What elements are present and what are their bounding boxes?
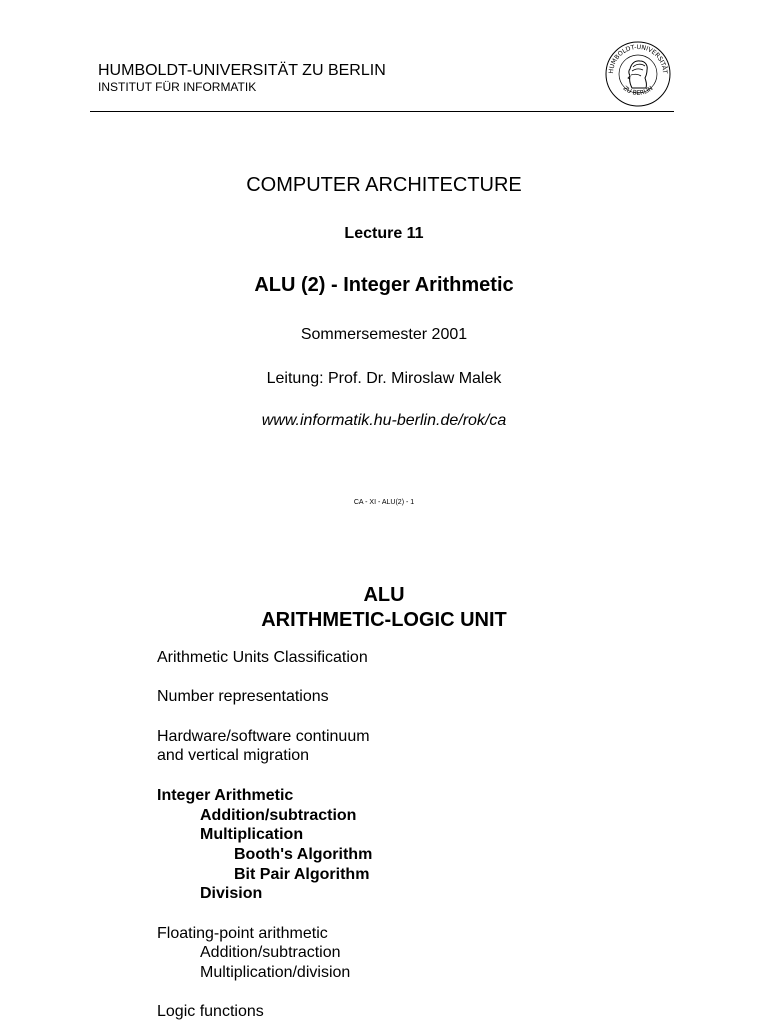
svg-text:ZU BERLIN: ZU BERLIN <box>621 84 655 97</box>
outline-subitem: Multiplication <box>200 826 304 844</box>
course-url: www.informatik.hu-berlin.de/rok/ca <box>261 412 507 429</box>
outline-subitem: Addition/subtraction <box>200 944 341 962</box>
outline-subitem: Division <box>200 885 263 903</box>
lecture-number: Lecture 11 <box>344 225 424 242</box>
outline-item: Floating-point arithmetic <box>157 924 328 942</box>
outline-item: Number representations <box>157 688 329 706</box>
outline-item: Integer Arithmetic <box>157 786 294 804</box>
outline-subitem: Addition/subtraction <box>200 806 357 824</box>
outline-item: and vertical migration <box>157 747 310 765</box>
outline-subitem: Multiplication/division <box>200 964 351 981</box>
slide-footer: CA - XI - ALU(2) - 1 <box>353 499 415 506</box>
lecture-title: ALU (2) - Integer Arithmetic <box>254 274 514 296</box>
header-divider <box>90 111 674 112</box>
lecturer: Leitung: Prof. Dr. Miroslaw Malek <box>266 370 502 387</box>
outline-subsubitem: Booth's Algorithm <box>234 845 373 863</box>
slide2-title-line1: ALU <box>363 584 405 606</box>
university-seal-logo <box>604 40 672 108</box>
course-title: COMPUTER ARCHITECTURE <box>246 174 522 196</box>
topic-outline <box>157 648 657 1022</box>
outline-item: Arithmetic Units Classification <box>157 649 368 666</box>
outline-item: Hardware/software continuum <box>157 727 370 745</box>
institute-name: INSTITUT FÜR INFORMATIK <box>98 80 257 94</box>
semester: Sommersemester 2001 <box>300 326 468 343</box>
outline-subsubitem: Bit Pair Algorithm <box>234 865 370 883</box>
university-name: HUMBOLDT-UNIVERSITÄT ZU BERLIN <box>98 62 386 79</box>
slide2-title-line2: ARITHMETIC-LOGIC UNIT <box>261 609 507 631</box>
outline-item: Logic functions <box>157 1003 264 1021</box>
svg-text:HUMBOLDT-UNIVERSITÄT: HUMBOLDT-UNIVERSITÄT <box>607 43 669 74</box>
